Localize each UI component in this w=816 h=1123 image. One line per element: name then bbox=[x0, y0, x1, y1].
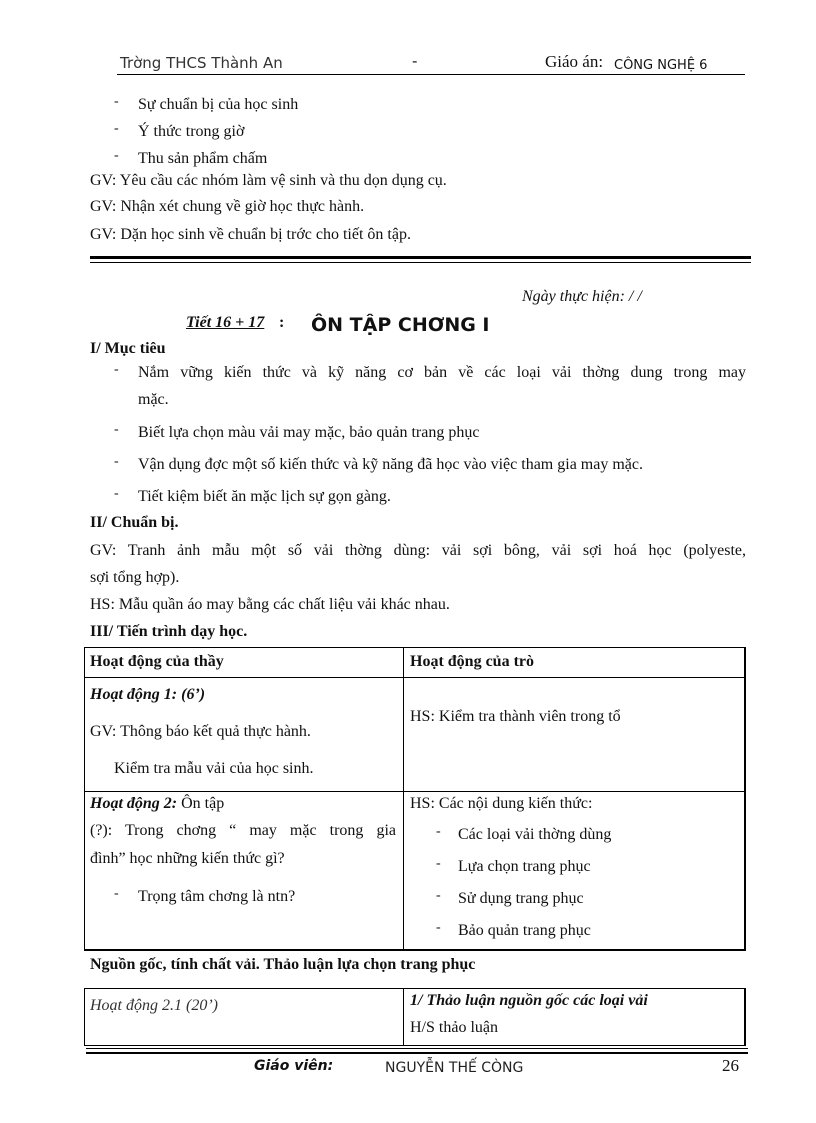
objective-item: Vận dụng đợc một số kiến thức và kỹ năng đã học vào việc tham gia may mặc. bbox=[138, 456, 643, 473]
activity2-title-row bbox=[90, 795, 224, 813]
bullet-dash: - bbox=[436, 920, 441, 935]
activity2-title: Hoạt động 2: bbox=[90, 795, 178, 812]
lesson-colon: : bbox=[279, 314, 285, 331]
bullet-dash: - bbox=[114, 486, 119, 501]
bullet-dash: - bbox=[114, 121, 119, 136]
process-heading: III/ Tiến trình dạy học. bbox=[90, 623, 248, 640]
top-list-item: Ý thức trong giờ bbox=[138, 123, 245, 140]
header-plan-label: Giáo án: bbox=[545, 52, 604, 71]
top-list-item: Thu sản phẩm chấm bbox=[138, 150, 268, 167]
bullet-dash: - bbox=[114, 886, 119, 901]
gv-line: GV: Dặn học sinh về chuẩn bị trớc cho tiết ôn tập. bbox=[90, 226, 411, 243]
bullet-dash: - bbox=[114, 94, 119, 109]
header-rule bbox=[117, 74, 745, 75]
header-subject: CÔNG NGHỆ 6 bbox=[614, 58, 708, 73]
footer-teacher-label: Giáo viên: bbox=[254, 1058, 334, 1074]
bullet-dash: - bbox=[436, 824, 441, 839]
prep-gv-line: GV: Tranh ảnh mẫu một số vải thờng dùng: vải sợi bông, vải sợi hoá học (polyeste, bbox=[90, 542, 746, 559]
table-row-divider bbox=[84, 791, 746, 792]
top-list-item: Sự chuẩn bị của học sinh bbox=[138, 96, 299, 113]
table-column-divider bbox=[403, 647, 404, 951]
section-divider-thin bbox=[90, 262, 751, 263]
col-student-header: Hoạt động của trò bbox=[410, 653, 534, 670]
section2-heading: Nguồn gốc, tính chất vải. Thảo luận lựa chọn trang phục bbox=[90, 956, 476, 973]
activity2-student-item: Bảo quản trang phục bbox=[458, 922, 591, 939]
table-column-divider bbox=[403, 988, 404, 1046]
objective-item: Tiết kiệm biết ăn mặc lịch sự gọn gàng. bbox=[138, 488, 391, 505]
col-teacher-header: Hoạt động của thầy bbox=[90, 653, 224, 670]
bullet-dash: - bbox=[114, 454, 119, 469]
objectives-heading: I/ Mục tiêu bbox=[90, 340, 166, 357]
activity2-title-rest: Ôn tập bbox=[177, 795, 225, 812]
discussion-title: 1/ Thảo luận nguồn gốc các loại vải bbox=[410, 992, 648, 1009]
bullet-dash: - bbox=[436, 856, 441, 871]
date-line: Ngày thực hiện: / / bbox=[522, 288, 642, 305]
bullet-dash: - bbox=[114, 148, 119, 163]
prep-hs-line: HS: Mẫu quần áo may bằng các chất liệu vải khác nhau. bbox=[90, 596, 450, 613]
bullet-dash: - bbox=[114, 422, 119, 437]
activity2-question: (?): Trong chơng “ may mặc trong gia bbox=[90, 822, 396, 839]
activity2-question-cont: đình” học những kiến thức gì? bbox=[90, 850, 285, 867]
objective-item-cont: mặc. bbox=[138, 391, 169, 408]
activity2-student-item: Sử dụng trang phục bbox=[458, 890, 584, 907]
activity1-line: Kiểm tra mẫu vải của học sinh. bbox=[114, 760, 314, 777]
activity1-title: Hoạt động 1: (6’) bbox=[90, 686, 206, 703]
activity21-label: Hoạt động 2.1 (20’) bbox=[90, 997, 218, 1014]
activity1-line: GV: Thông báo kết quả thực hành. bbox=[90, 723, 311, 740]
bullet-dash: - bbox=[114, 362, 119, 377]
table-row-divider bbox=[84, 677, 746, 678]
activity2-student-item: Các loại vải thờng dùng bbox=[458, 826, 612, 843]
objective-item: Nắm vững kiến thức và kỹ năng cơ bản về các loại vải thờng dung trong may bbox=[138, 364, 746, 381]
lesson-title: ÔN TẬP CHƠNG I bbox=[311, 314, 490, 336]
gv-line: GV: Yêu cầu các nhóm làm vệ sinh và thu dọn dụng cụ. bbox=[90, 172, 447, 189]
footer-rule-thick bbox=[86, 1052, 748, 1054]
objective-item: Biết lựa chọn màu vải may mặc, bảo quản trang phục bbox=[138, 424, 480, 441]
activity1-student: HS: Kiểm tra thành viên trong tổ bbox=[410, 708, 621, 725]
activity2-student-head: HS: Các nội dung kiến thức: bbox=[410, 795, 593, 812]
gv-line: GV: Nhận xét chung về giờ học thực hành. bbox=[90, 198, 365, 215]
activity2-bullet: Trọng tâm chơng là ntn? bbox=[138, 888, 296, 905]
section-divider-thick bbox=[90, 256, 751, 259]
header-dash: - bbox=[412, 52, 418, 70]
bullet-dash: - bbox=[436, 888, 441, 903]
page-number: 26 bbox=[722, 1056, 739, 1075]
footer-rule-thin bbox=[86, 1048, 748, 1049]
discussion-line: H/S thảo luận bbox=[410, 1019, 498, 1036]
footer-teacher-name: NGUYỄN THẾ CÒNG bbox=[385, 1060, 524, 1076]
activity2-student-item: Lựa chọn trang phục bbox=[458, 858, 591, 875]
lesson-number: Tiết 16 + 17 bbox=[186, 314, 265, 331]
prep-heading: II/ Chuẩn bị. bbox=[90, 514, 179, 531]
prep-gv-line-cont: sợi tổng hợp). bbox=[90, 569, 180, 586]
header-school: Trờng THCS Thành An bbox=[120, 54, 283, 72]
